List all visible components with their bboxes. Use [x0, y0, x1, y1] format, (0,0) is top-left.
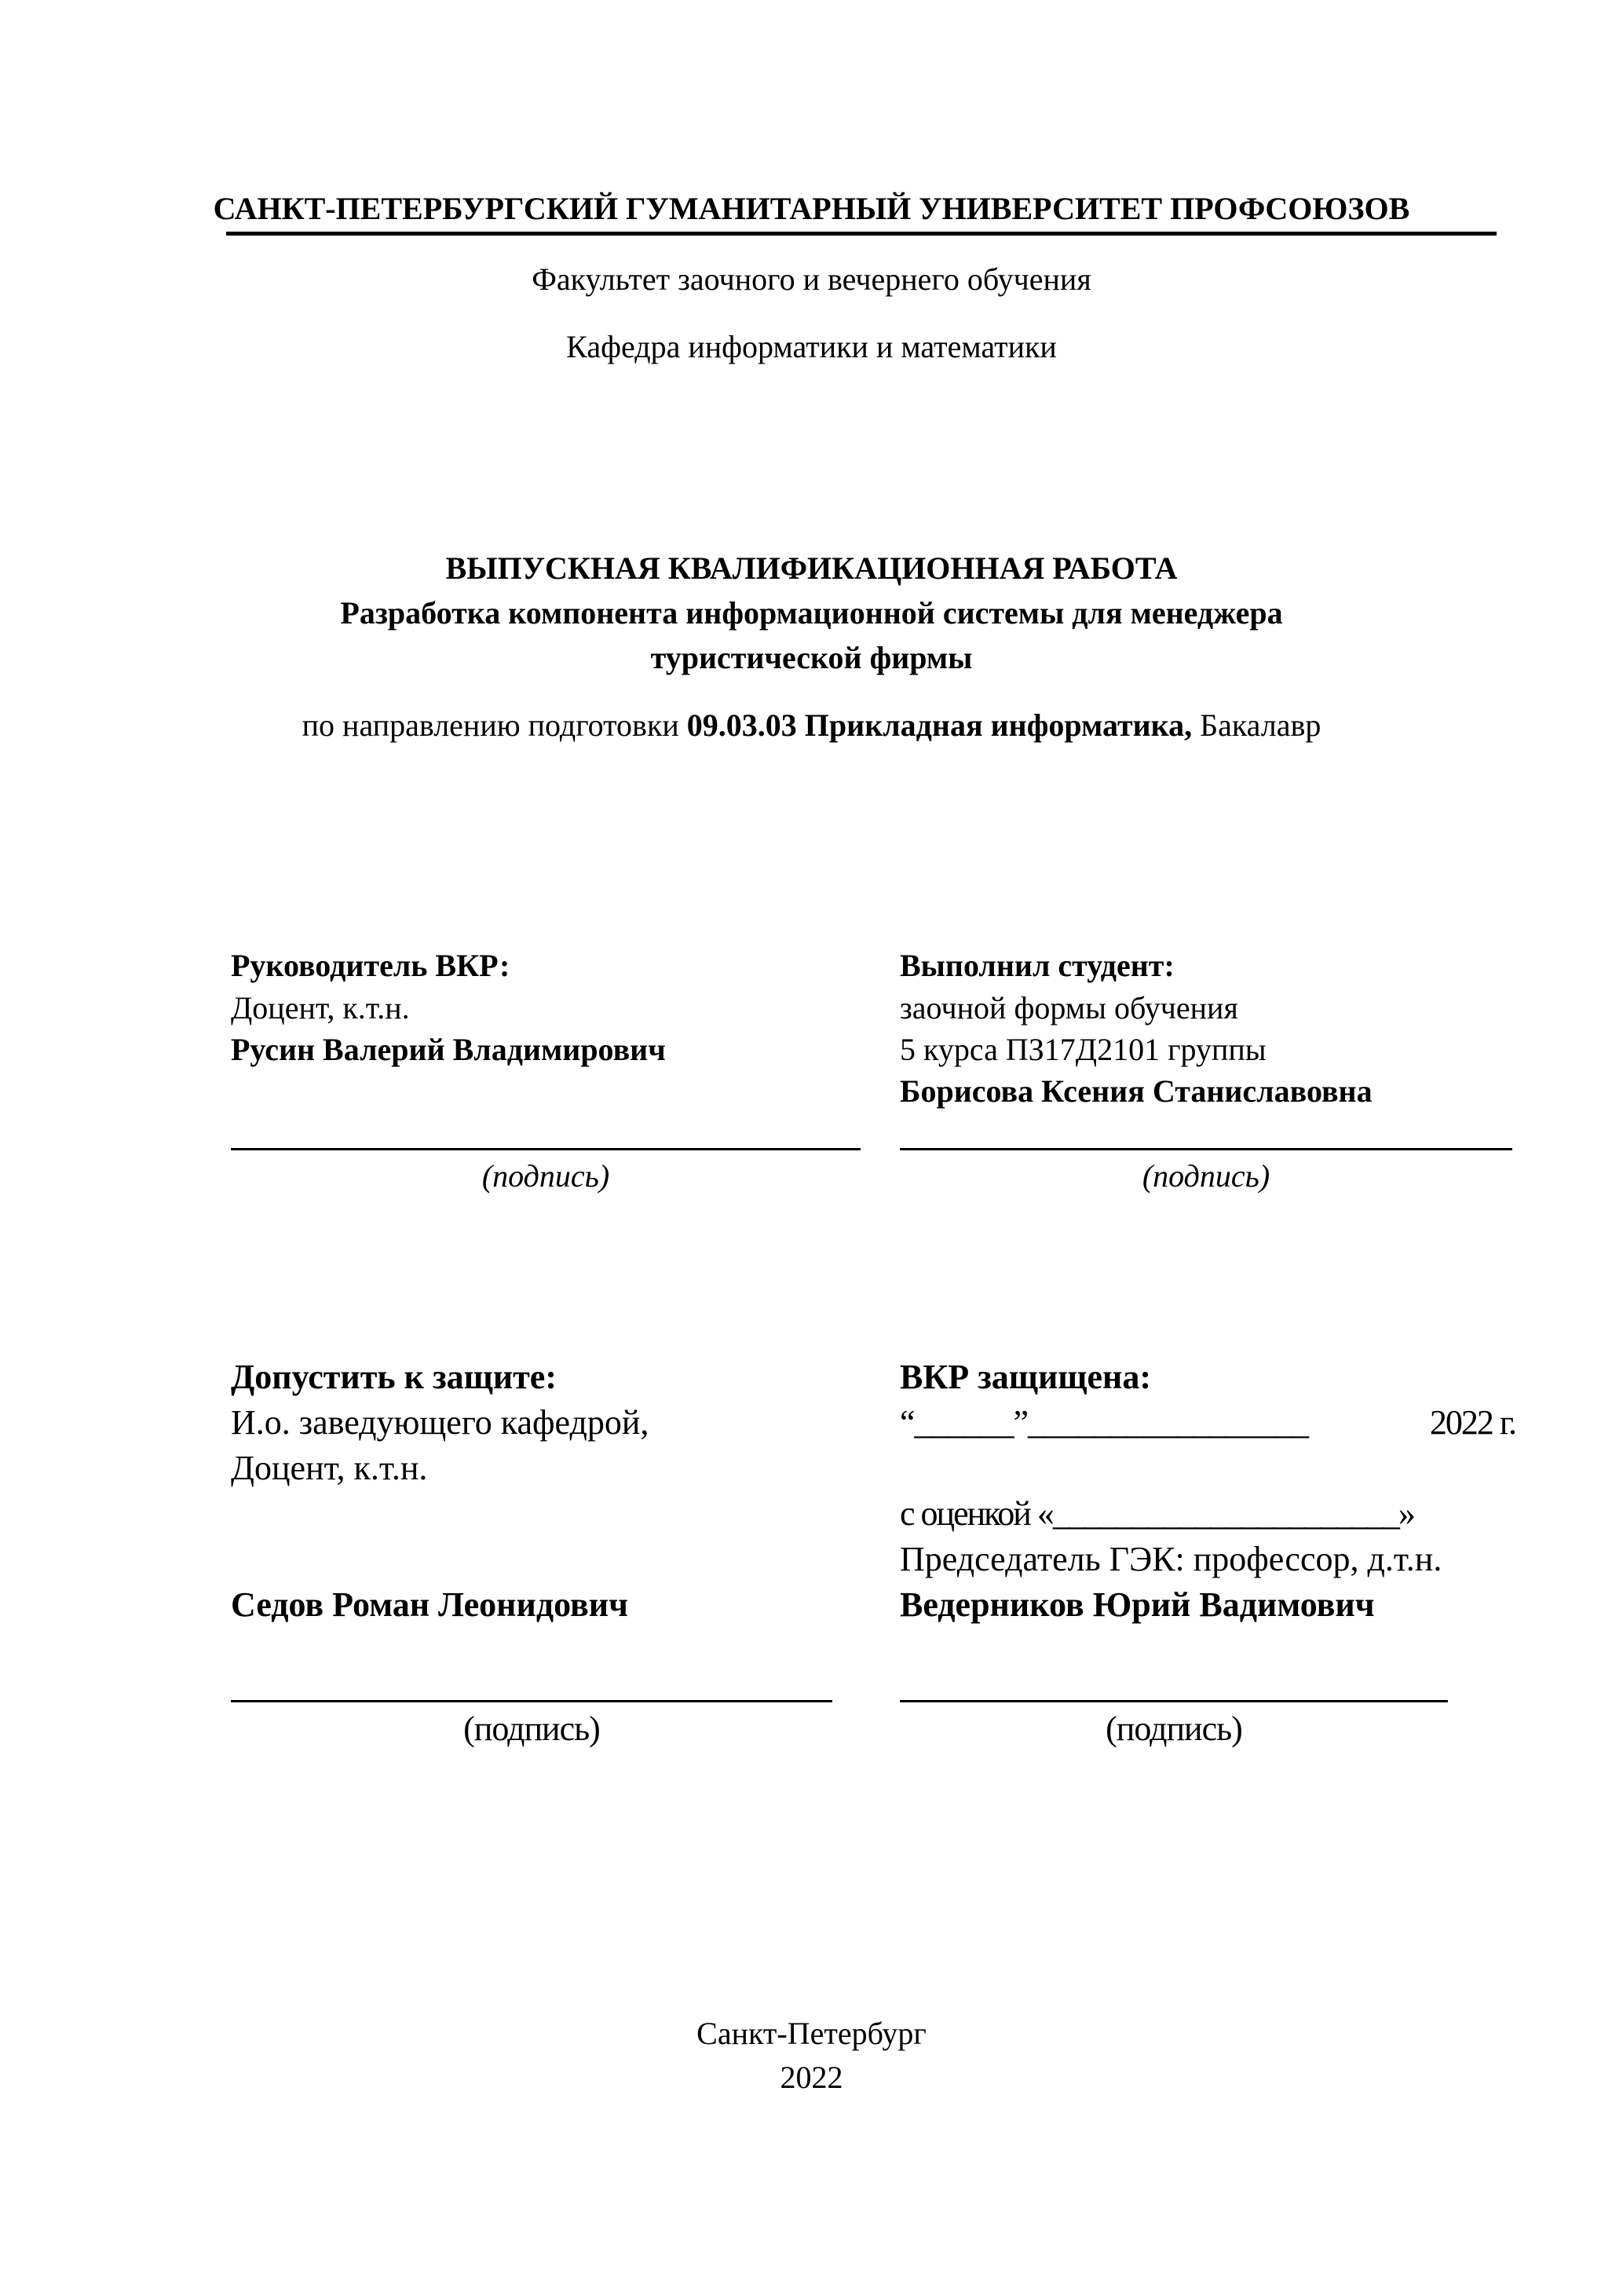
student-group: 5 курса ПЗ17Д2101 группы — [900, 1032, 1267, 1067]
faculty-name: Факультет заочного и вечернего обучения — [532, 261, 1091, 297]
gek-chair-name: Ведерников Юрий Вадимович — [900, 1585, 1375, 1624]
defense-date-blank: “______”_________________ — [900, 1403, 1309, 1442]
student-signature-label: (подпись) — [1142, 1158, 1270, 1194]
student-heading: Выполнил студент: — [900, 948, 1175, 983]
supervisor-name: Русин Валерий Владимирович — [231, 1032, 666, 1067]
admit-heading: Допустить к защите: — [231, 1358, 557, 1396]
student-study-form: заочной формы обучения — [900, 990, 1238, 1026]
admit-position-line2: Доцент, к.т.н. — [231, 1449, 428, 1487]
admit-signature-label: (подпись) — [463, 1709, 600, 1748]
student-name: Борисова Ксения Станиславовна — [900, 1073, 1373, 1109]
supervisor-signature-line — [231, 1148, 861, 1150]
footer-city: Санкт-Петербург — [696, 2016, 927, 2051]
supervisor-position: Доцент, к.т.н. — [231, 990, 410, 1026]
admit-name: Седов Роман Леонидович — [231, 1585, 628, 1624]
grade-suffix: » — [1398, 1494, 1414, 1533]
work-title-line2: туристической фирмы — [650, 640, 973, 675]
gek-signature-label: (подпись) — [1106, 1709, 1242, 1748]
student-signature-line — [900, 1148, 1512, 1150]
admit-position-line1: И.о. заведующего кафедрой, — [231, 1403, 649, 1442]
university-name: САНКТ-ПЕТЕРБУРГСКИЙ ГУМАНИТАРНЫЙ УНИВЕРСИТЕТ ПРОФСОЮЗОВ — [213, 191, 1410, 226]
direction-prefix: по направлению подготовки — [302, 707, 687, 743]
grade-prefix: с оценкой « — [900, 1494, 1053, 1533]
footer-year: 2022 — [780, 2060, 843, 2095]
grade-blank: ______________________ — [1052, 1494, 1398, 1533]
supervisor-heading: Руководитель ВКР: — [231, 948, 510, 983]
direction-code: 09.03.03 Прикладная информатика, — [686, 707, 1193, 743]
defense-year: 2022 г. — [1429, 1403, 1515, 1442]
defense-heading: ВКР защищена: — [900, 1358, 1151, 1396]
admit-signature-line — [231, 1700, 832, 1702]
supervisor-signature-label: (подпись) — [481, 1158, 610, 1194]
header-rule — [226, 232, 1497, 236]
defense-grade — [900, 1493, 1414, 1534]
gek-signature-line — [900, 1700, 1448, 1702]
work-title-line1: Разработка компонента информационной системы для менеджера — [340, 595, 1283, 631]
direction-degree: Бакалавр — [1192, 707, 1321, 743]
study-direction — [0, 707, 1623, 744]
gek-chair-position: Председатель ГЭК: профессор, д.т.н. — [900, 1540, 1442, 1578]
department-name: Кафедра информатики и математики — [566, 329, 1057, 364]
work-type: ВЫПУСКНАЯ КВАЛИФИКАЦИОННАЯ РАБОТА — [445, 550, 1178, 586]
